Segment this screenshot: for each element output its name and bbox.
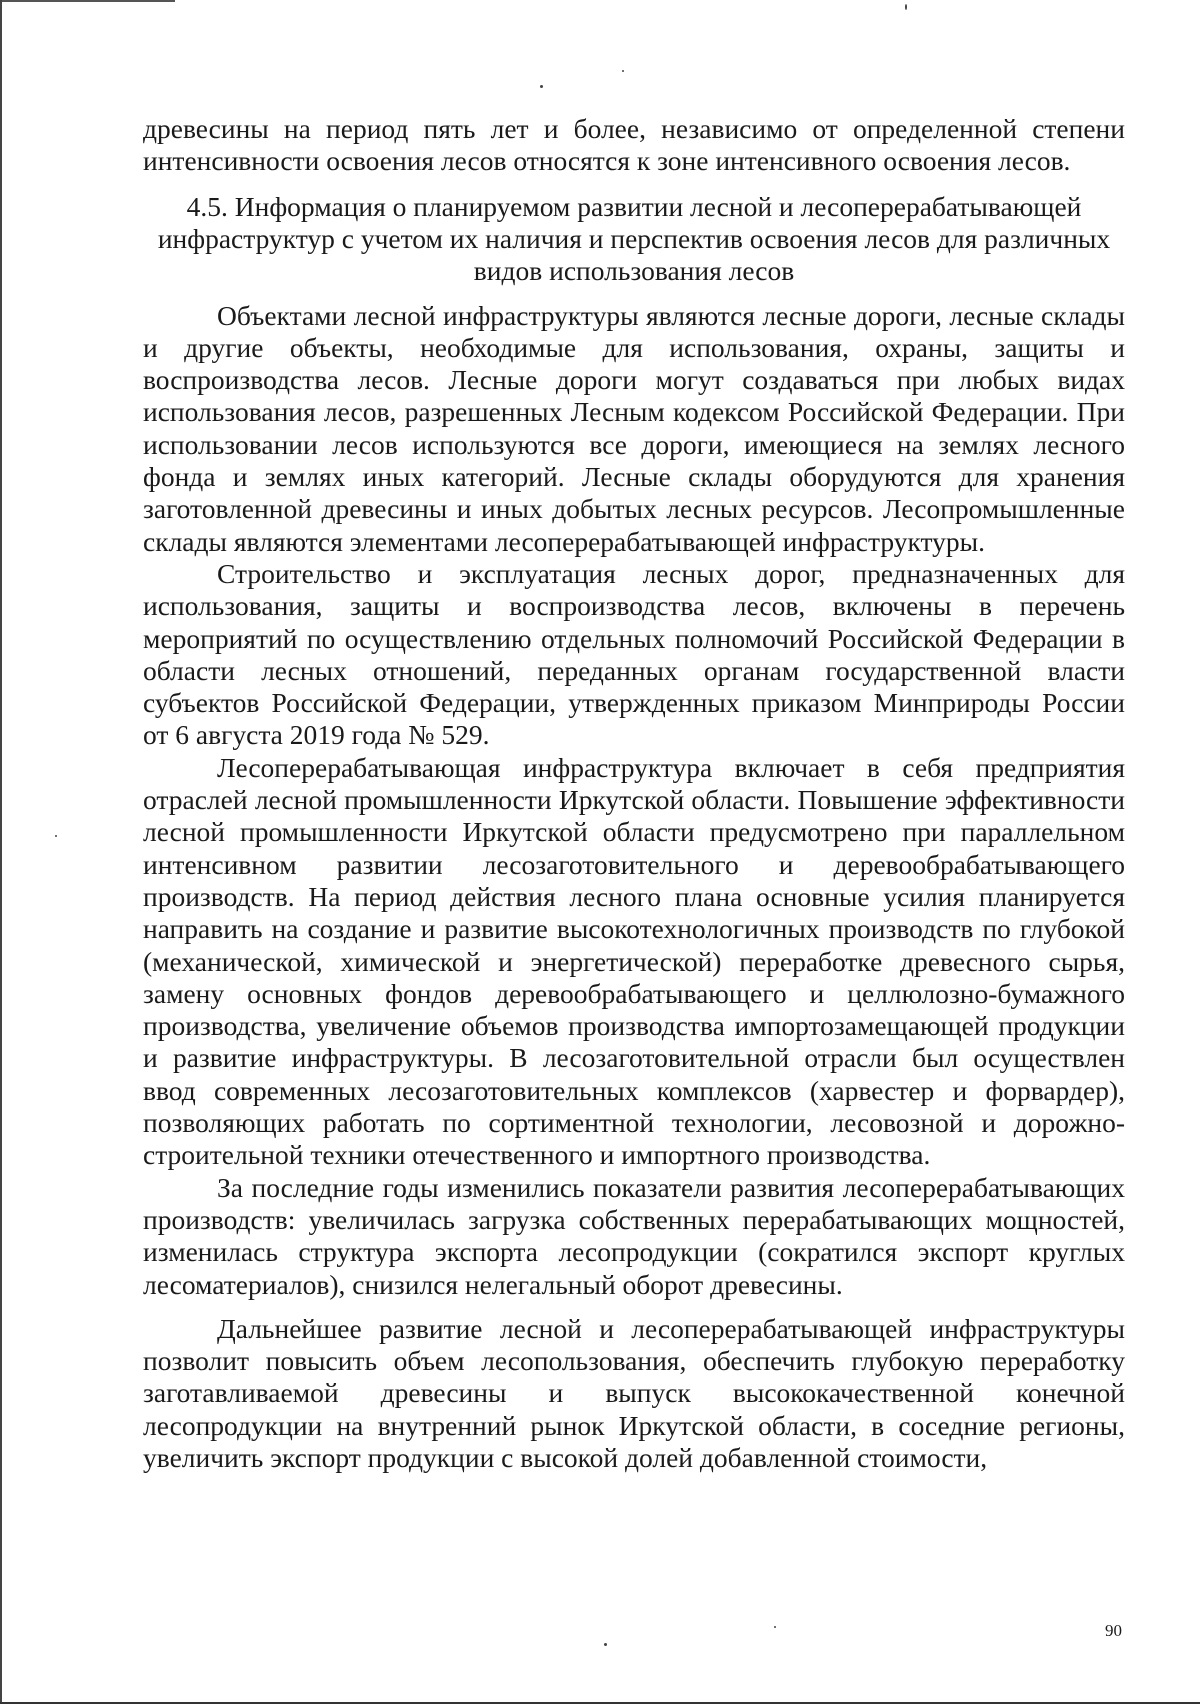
document-body [143, 113, 1125, 1474]
scan-speck [774, 1626, 776, 1628]
scan-speck [55, 835, 57, 837]
scan-speck [604, 1643, 607, 1646]
paragraph-further-development: Дальнейшее развитие лесной и лесоперерабатывающей инфраструктуры позволит повысить объем лесопользования, обеспечить глубокую переработку заготавливаемой древесины и выпуск высококачественной конечной лесопродукции на внутренний рынок Иркутской области, в соседние регионы, увеличить экспорт продукции с высокой долей добавленной стоимости, [143, 1312, 1125, 1473]
scan-speck [905, 4, 907, 10]
paragraph-road-construction: Строительство и эксплуатация лесных дорог, предназначенных для использования, защиты и воспроизводства лесов, включены в перечень мероприятий по осуществлению отдельных полномочий Российской Федерации в области лесных отношений, переданных органам государственной власти субъектов Российской Федерации, утвержденных приказом Минприроды России от 6 августа 2019 года № 529. [143, 557, 1125, 751]
scan-speck [622, 70, 624, 72]
scan-edge-left [0, 0, 2, 1704]
scan-speck [540, 85, 543, 88]
page-number: 90 [1105, 1621, 1122, 1640]
paragraph-processing-infrastructure: Лесоперерабатывающая инфраструктура включает в себя предприятия отраслей лесной промышленности Иркутской области. Повышение эффективности лесной промышленности Иркутской области предусмотрено при параллельном интенсивном развитии лесозаготовительного и деревообрабатывающего производств. На период действия лесного плана основные усилия планируется направить на создание и развитие высокотехнологичных производств по глубокой (механической, химической и энергетической) переработке древесного сырья, замену основных фондов деревообрабатывающего и целлюлозно-бумажного производства, увеличение объемов производства импортозамещающей продукции и развитие инфраструктуры. В лесозаготовительной отрасли был осуществлен ввод современных лесозаготовительных комплексов (харвестер и форвардер), позволяющих работать по сортиментной технологии, лесовозной и дорожно-строительной техники отечественного и импортного производства. [143, 751, 1125, 1171]
paragraph-infrastructure-objects: Объектами лесной инфраструктуры являются лесные дороги, лесные склады и другие объекты, необходимые для использования, охраны, защиты и воспроизводства лесов. Лесные дороги могут создаваться при любых видах использования лесов, разрешенных Лесным кодексом Российской Федерации. При использовании лесов используются все дороги, имеющиеся на землях лесного фонда и землях иных категорий. Лесные склады оборудуются для хранения заготовленной древесины и иных добытых лесных ресурсов. Лесопромышленные склады являются элементами лесоперерабатывающей инфраструктуры. [143, 299, 1125, 557]
scan-edge-top [0, 0, 175, 2]
section-heading: 4.5. Информация о планируемом развитии лесной и лесоперерабатывающей инфраструктур с учетом их наличия и перспектив освоения лесов для различных видов использования лесов [157, 190, 1111, 286]
paragraph-recent-years: За последние годы изменились показатели развития лесоперерабатывающих производств: увеличилась загрузка собственных перерабатывающих мощностей, изменилась структура экспорта лесопродукции (сократился экспорт круглых лесоматериалов), снизился нелегальный оборот древесины. [143, 1171, 1125, 1300]
continuation-paragraph: древесины на период пять лет и более, независимо от определенной степени интенсивности освоения лесов относятся к зоне интенсивного освоения лесов. [143, 113, 1125, 177]
